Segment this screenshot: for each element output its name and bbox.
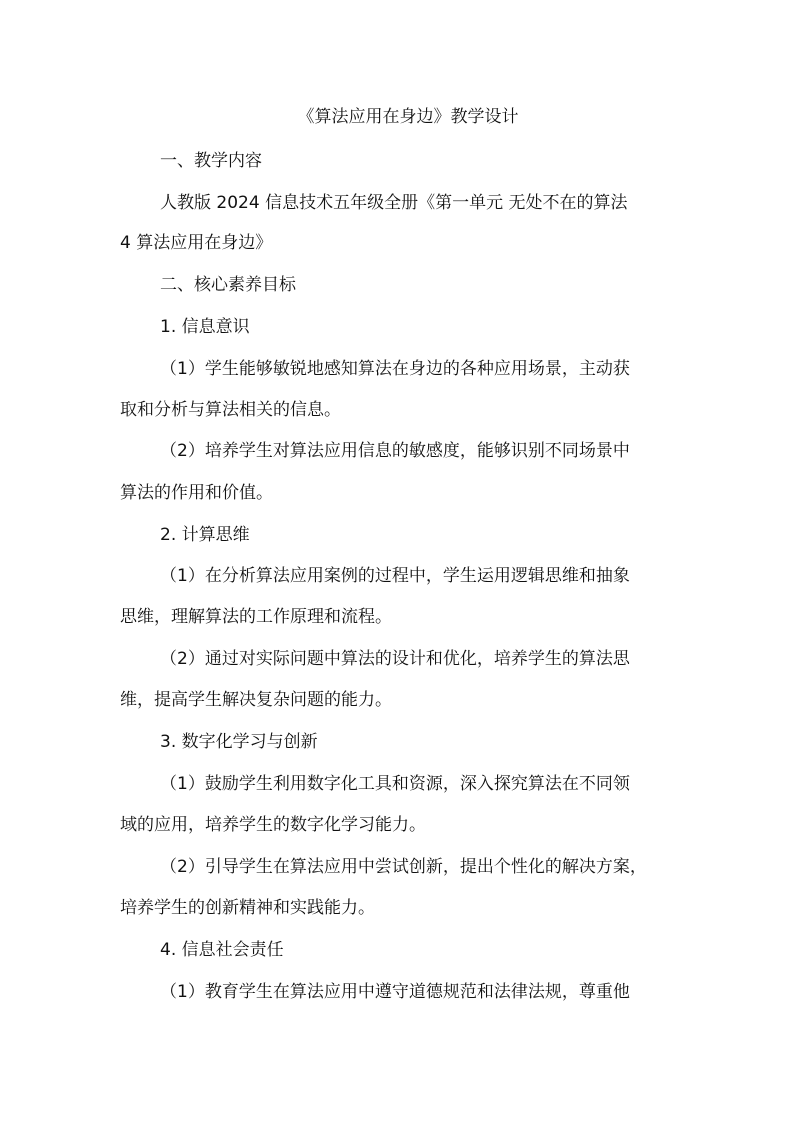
paragraph-line: （2）培养学生对算法应用信息的敏感度，能够识别不同场景中 <box>160 441 630 461</box>
paragraph-line: （1）在分析算法应用案例的过程中，学生运用逻辑思维和抽象 <box>160 566 630 586</box>
subheading-computational-thinking: 2. 计算思维 <box>160 525 250 545</box>
paragraph-line: （1）学生能够敏锐地感知算法在身边的各种应用场景，主动获 <box>160 359 630 379</box>
paragraph-line: 培养学生的创新精神和实践能力。 <box>120 898 375 918</box>
paragraph-line: （1）鼓励学生利用数字化工具和资源，深入探究算法在不同领 <box>160 774 630 794</box>
section-heading-goals: 二、核心素养目标 <box>160 275 296 295</box>
paragraph-line: （2）通过对实际问题中算法的设计和优化，培养学生的算法思 <box>160 649 630 669</box>
paragraph-line: 算法的作用和价值。 <box>120 483 273 503</box>
paragraph-line: （1）教育学生在算法应用中遵守道德规范和法律法规，尊重他 <box>160 982 630 1002</box>
paragraph-line: （2）引导学生在算法应用中尝试创新，提出个性化的解决方案， <box>160 857 647 877</box>
paragraph-line: 维，提高学生解决复杂问题的能力。 <box>120 690 392 710</box>
paragraph-line: 人教版 2024 信息技术五年级全册《第一单元 无处不在的算法 <box>160 193 628 213</box>
section-heading-content: 一、教学内容 <box>160 151 262 171</box>
paragraph-line: 域的应用，培养学生的数字化学习能力。 <box>120 815 426 835</box>
document-title: 《算法应用在身边》教学设计 <box>297 107 519 127</box>
paragraph-line: 思维，理解算法的工作原理和流程。 <box>120 607 392 627</box>
paragraph-line: 4 算法应用在身边》 <box>120 233 273 253</box>
subheading-digital-learning: 3. 数字化学习与创新 <box>160 732 318 752</box>
paragraph-line: 取和分析与算法相关的信息。 <box>120 400 341 420</box>
subheading-info-awareness: 1. 信息意识 <box>160 317 250 337</box>
subheading-social-responsibility: 4. 信息社会责任 <box>160 940 284 960</box>
